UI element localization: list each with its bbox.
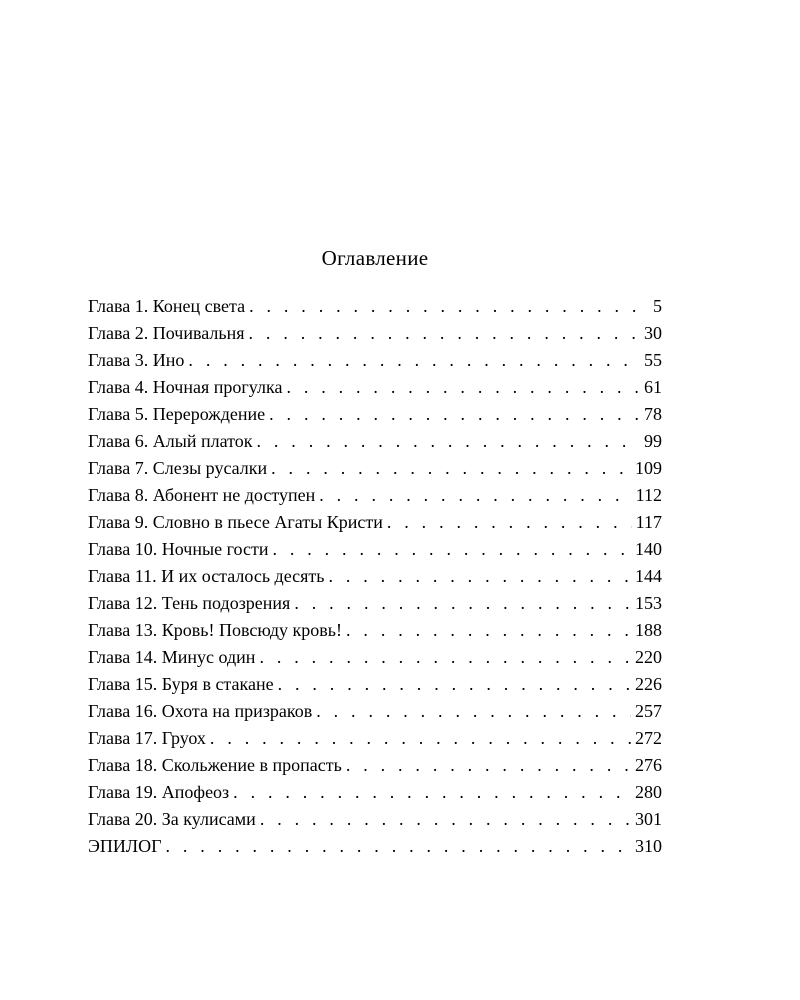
toc-leader-dots bbox=[294, 590, 631, 617]
toc-entry-label: Глава 2. Почивальня bbox=[88, 323, 245, 343]
toc-entry-label: Глава 20. За кулисами bbox=[88, 809, 256, 829]
toc-entry-page: 144 bbox=[635, 566, 662, 586]
toc-leader-dots bbox=[257, 428, 641, 455]
toc-leader-dots bbox=[346, 752, 631, 779]
toc-entry-label: Глава 16. Охота на призраков bbox=[88, 701, 313, 721]
toc-entry bbox=[88, 644, 662, 671]
toc-entry-label: Глава 14. Минус один bbox=[88, 647, 256, 667]
toc-entry bbox=[88, 833, 662, 860]
toc-leader-dots bbox=[233, 779, 631, 806]
toc-entry-label: Глава 7. Слезы русалки bbox=[88, 458, 268, 478]
toc-entry-page: 30 bbox=[644, 323, 662, 343]
toc-entry bbox=[88, 779, 662, 806]
toc-entry-page: 99 bbox=[644, 431, 662, 451]
toc-leader-dots bbox=[319, 482, 631, 509]
toc-entry bbox=[88, 617, 662, 644]
toc-entry-page: 188 bbox=[635, 620, 662, 640]
toc-entry-label: Глава 9. Словно в пьесе Агаты Кристи bbox=[88, 512, 383, 532]
toc-entry bbox=[88, 374, 662, 401]
toc-entry-page: 280 bbox=[635, 782, 662, 802]
toc-leader-dots bbox=[188, 347, 640, 374]
toc-leader-dots bbox=[346, 617, 631, 644]
toc-list bbox=[88, 293, 662, 860]
toc-entry bbox=[88, 455, 662, 482]
toc-entry-label: Глава 12. Тень подозрения bbox=[88, 593, 291, 613]
toc-entry-label: Глава 8. Абонент не доступен bbox=[88, 485, 316, 505]
toc-entry bbox=[88, 698, 662, 725]
toc-entry-page: 117 bbox=[635, 512, 662, 532]
toc-entry bbox=[88, 428, 662, 455]
toc-entry-label: Глава 4. Ночная прогулка bbox=[88, 377, 283, 397]
toc-leader-dots bbox=[269, 401, 640, 428]
toc-entry bbox=[88, 752, 662, 779]
toc-entry-label: Глава 17. Груох bbox=[88, 728, 206, 748]
toc-entry-label: Глава 15. Буря в стакане bbox=[88, 674, 274, 694]
toc-entry-label: Глава 10. Ночные гости bbox=[88, 539, 269, 559]
toc-entry-page: 310 bbox=[635, 836, 662, 856]
toc-entry bbox=[88, 590, 662, 617]
toc-entry-page: 55 bbox=[644, 350, 662, 370]
toc-leader-dots bbox=[316, 698, 631, 725]
toc-leader-dots bbox=[260, 806, 631, 833]
toc-entry-page: 61 bbox=[644, 377, 662, 397]
toc-entry bbox=[88, 509, 662, 536]
toc-entry-label: Глава 6. Алый платок bbox=[88, 431, 253, 451]
toc-entry-label: Глава 18. Скольжение в пропасть bbox=[88, 755, 342, 775]
toc-entry-page: 112 bbox=[635, 485, 662, 505]
toc-entry-label: Глава 5. Перерождение bbox=[88, 404, 266, 424]
toc-entry-page: 78 bbox=[644, 404, 662, 424]
toc-entry bbox=[88, 725, 662, 752]
toc-entry-label: ЭПИЛОГ bbox=[88, 836, 162, 856]
toc-leader-dots bbox=[387, 509, 632, 536]
toc-leader-dots bbox=[328, 563, 631, 590]
toc-leader-dots bbox=[249, 293, 649, 320]
toc-leader-dots bbox=[210, 725, 631, 752]
toc-entry bbox=[88, 806, 662, 833]
toc-entry-page: 226 bbox=[635, 674, 662, 694]
toc-entry-page: 109 bbox=[635, 458, 662, 478]
toc-entry-label: Глава 11. И их осталось десять bbox=[88, 566, 325, 586]
toc-entry-label: Глава 13. Кровь! Повсюду кровь! bbox=[88, 620, 343, 640]
toc-entry-page: 220 bbox=[635, 647, 662, 667]
toc-leader-dots bbox=[166, 833, 632, 860]
toc-entry-page: 301 bbox=[635, 809, 662, 829]
toc-entry bbox=[88, 293, 662, 320]
toc-leader-dots bbox=[272, 536, 631, 563]
toc-entry-page: 153 bbox=[635, 593, 662, 613]
toc-entry-label: Глава 19. Апофеоз bbox=[88, 782, 230, 802]
toc-entry-label: Глава 1. Конец света bbox=[88, 296, 246, 316]
toc-entry bbox=[88, 347, 662, 374]
toc-entry bbox=[88, 563, 662, 590]
toc-entry-page: 276 bbox=[635, 755, 662, 775]
toc-entry-page: 257 bbox=[635, 701, 662, 721]
toc-entry bbox=[88, 401, 662, 428]
toc-entry-page: 272 bbox=[635, 728, 662, 748]
toc-entry-page: 5 bbox=[653, 296, 662, 316]
toc-leader-dots bbox=[249, 320, 640, 347]
toc-entry bbox=[88, 320, 662, 347]
toc-leader-dots bbox=[271, 455, 631, 482]
toc-leader-dots bbox=[259, 644, 631, 671]
toc-title: Оглавление bbox=[321, 246, 429, 270]
toc-entry bbox=[88, 536, 662, 563]
toc-entry-page: 140 bbox=[635, 539, 662, 559]
toc-entry bbox=[88, 671, 662, 698]
toc-entry bbox=[88, 482, 662, 509]
toc-leader-dots bbox=[278, 671, 631, 698]
toc-entry-label: Глава 3. Ино bbox=[88, 350, 185, 370]
toc-leader-dots bbox=[286, 374, 640, 401]
